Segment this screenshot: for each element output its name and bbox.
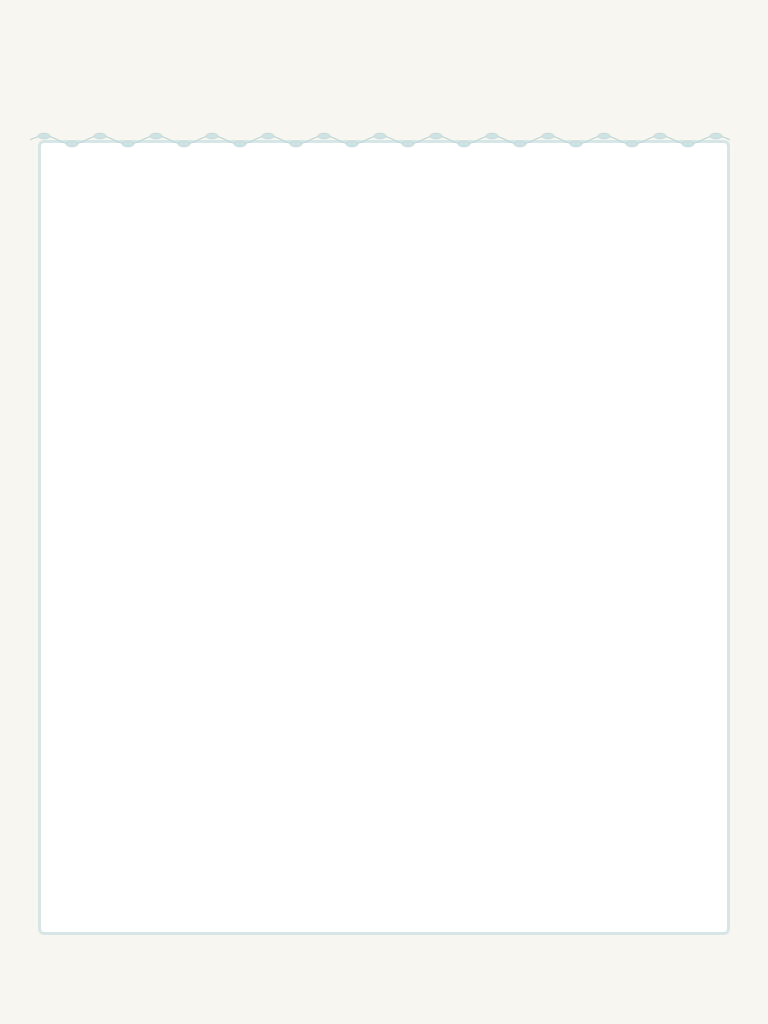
vine-border-top-ornament — [30, 132, 738, 148]
prayer-panel — [38, 140, 730, 935]
